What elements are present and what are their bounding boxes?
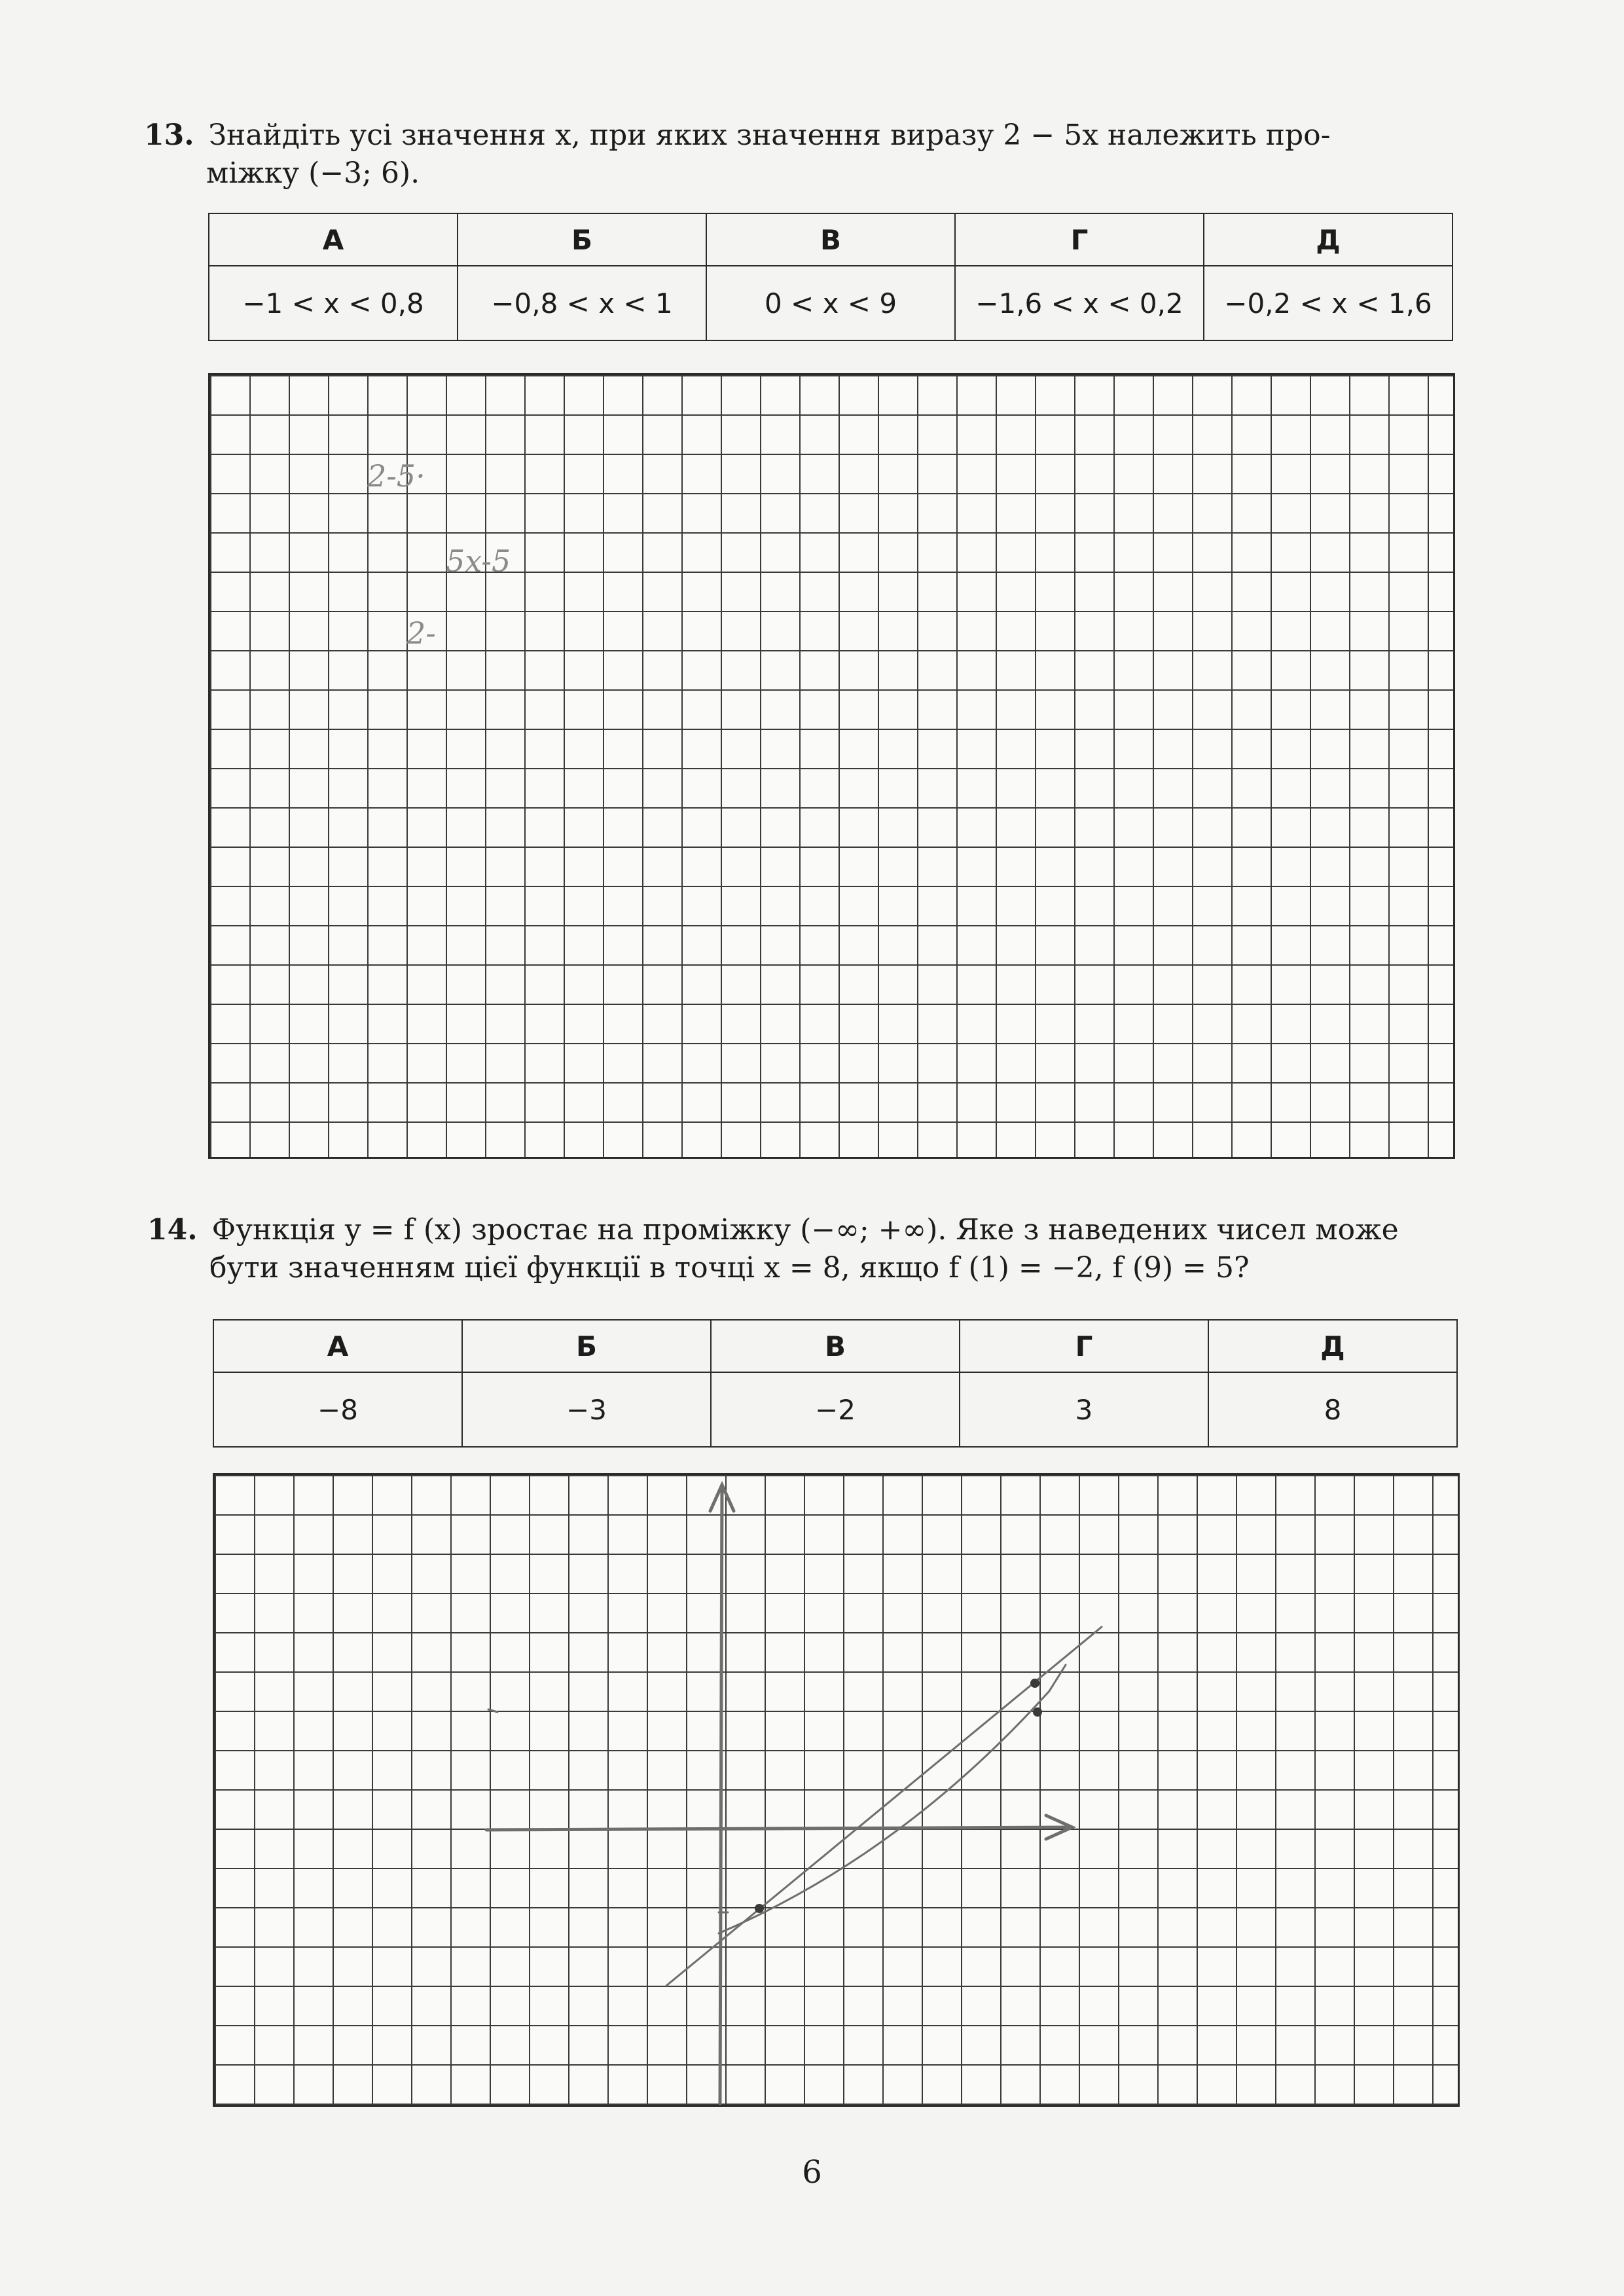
- q14-option-a[interactable]: −8: [213, 1372, 462, 1447]
- q13-header-row: [209, 213, 1453, 266]
- q14-option-b[interactable]: −3: [462, 1372, 711, 1447]
- sketch-x-axis: [486, 1827, 1072, 1830]
- q13-option-v[interactable]: 0 < x < 9: [706, 266, 955, 340]
- q13-note-2: 5x-5: [446, 543, 511, 579]
- q13-option-d[interactable]: −0,2 < x < 1,6: [1204, 266, 1453, 340]
- q14-number: 14.: [147, 1213, 198, 1247]
- q14-header-g: Г: [960, 1320, 1208, 1372]
- sketch-point-2: [1030, 1679, 1039, 1688]
- q13-header-a: А: [209, 213, 458, 266]
- sketch-tick-marks: [488, 1709, 728, 1912]
- q13-scratch-grid[interactable]: [208, 373, 1455, 1159]
- q13-number: 13.: [144, 118, 194, 152]
- q13-answer-table: [208, 213, 1453, 341]
- q14-header-d: Д: [1208, 1320, 1457, 1372]
- q13-line1: Знайдіть усі значення x, при яких значення виразу 2 − 5x належить про-: [208, 118, 1331, 152]
- q14-line1: Функція y = f (x) зростає на проміжку (−∞; +∞). Яке з наведених чисел може: [211, 1213, 1399, 1247]
- q13-text: [144, 117, 1453, 192]
- q13-header-v: В: [706, 213, 955, 266]
- q14-answer-table: [213, 1319, 1458, 1448]
- sketch-point-3: [1033, 1707, 1042, 1717]
- q13-note-3: 2-: [406, 615, 436, 651]
- page-number: 6: [802, 2154, 822, 2191]
- q14-pencil-sketch: [215, 1475, 1462, 2109]
- q13-line2: міжку (−3; 6).: [206, 156, 420, 190]
- q13-option-g[interactable]: −1,6 < x < 0,2: [955, 266, 1204, 340]
- sketch-point-1: [755, 1904, 764, 1913]
- q13-note-1: 2-5·: [367, 458, 425, 494]
- q14-header-a: А: [213, 1320, 462, 1372]
- q14-header-b: Б: [462, 1320, 711, 1372]
- q14-header-v: В: [711, 1320, 960, 1372]
- q14-option-g[interactable]: 3: [960, 1372, 1208, 1447]
- q13-pencil-notes: [210, 375, 1457, 1161]
- q13-option-a[interactable]: −1 < x < 0,8: [209, 266, 458, 340]
- q13-option-b[interactable]: −0,8 < x < 1: [458, 266, 706, 340]
- q14-option-d[interactable]: 8: [1208, 1372, 1457, 1447]
- q14-line2: бути значенням цієї функції в точці x = 8, якщо f (1) = −2, f (9) = 5?: [209, 1251, 1250, 1285]
- q13-header-g: Г: [955, 213, 1204, 266]
- q14-text: [147, 1211, 1456, 1287]
- q14-header-row: [213, 1320, 1457, 1372]
- q14-scratch-grid[interactable]: [213, 1473, 1460, 2107]
- q13-header-b: Б: [458, 213, 706, 266]
- q13-header-d: Д: [1204, 213, 1453, 266]
- q14-options-row: [213, 1372, 1457, 1447]
- sketch-y-axis: [720, 1485, 722, 2104]
- q14-option-v[interactable]: −2: [711, 1372, 960, 1447]
- q13-options-row: [209, 266, 1453, 340]
